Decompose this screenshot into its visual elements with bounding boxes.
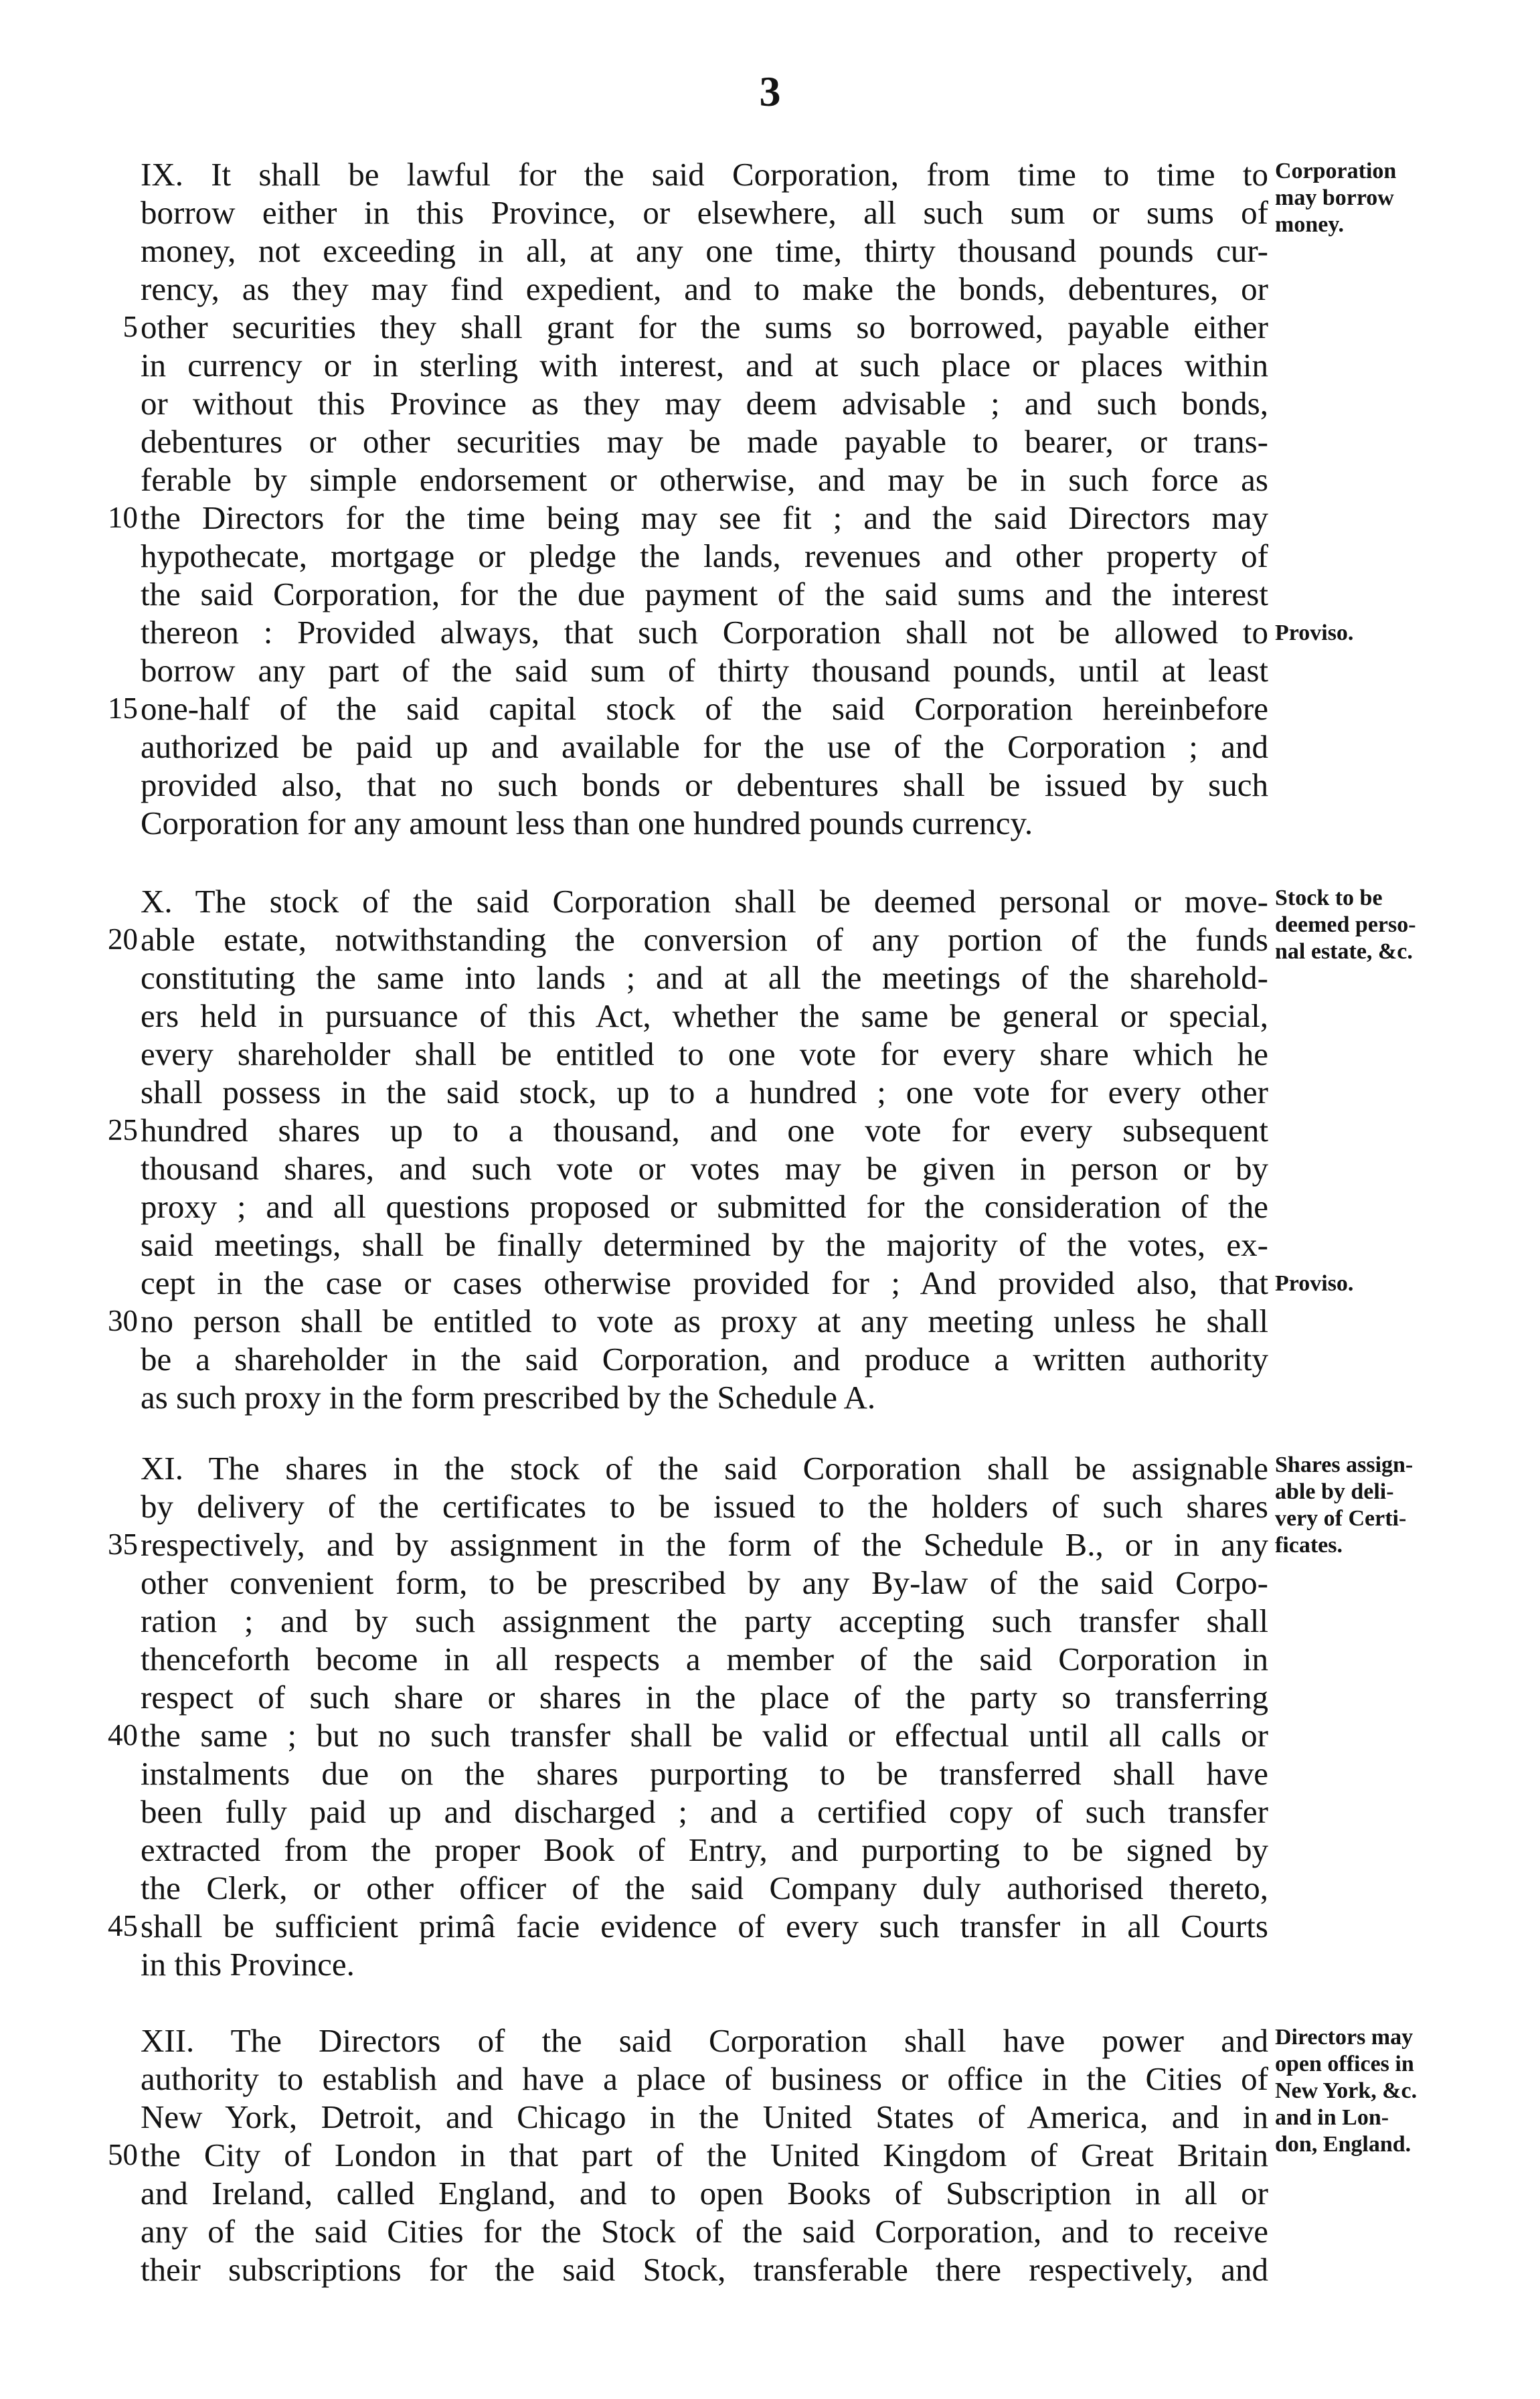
line-number: 25 bbox=[108, 1113, 138, 1147]
body-line: authority to establish and have a place of business or office in the Cities of bbox=[141, 2060, 1268, 2097]
line-number: 30 bbox=[108, 1304, 138, 1337]
line-number: 50 bbox=[108, 2138, 138, 2171]
body-line: thousand shares, and such vote or votes may be given in person or by bbox=[141, 1150, 1268, 1187]
body-line: hypothecate, mortgage or pledge the lands, revenues and other property of bbox=[141, 537, 1268, 574]
body-line: the said Corporation, for the due payment of the said sums and the interest bbox=[141, 576, 1268, 612]
body-line: and Ireland, called England, and to open Books of Subscription in all or bbox=[141, 2175, 1268, 2212]
body-line: or without this Province as they may deem advisable ; and such bonds, bbox=[141, 385, 1268, 422]
body-line: other securities they shall grant for the sums so borrowed, payable either bbox=[141, 309, 1268, 345]
body-line: in currency or in sterling with interest, and at such place or places within bbox=[141, 347, 1268, 384]
body-line: borrow either in this Province, or elsewhere, all such sum or sums of bbox=[141, 194, 1268, 231]
body-line: thenceforth become in all respects a member of the said Corporation in bbox=[141, 1641, 1268, 1677]
body-line: X. The stock of the said Corporation shall be deemed personal or move- bbox=[141, 883, 1268, 920]
body-line: instalments due on the shares purporting to be transferred shall have bbox=[141, 1755, 1268, 1792]
body-line: Corporation for any amount less than one hundred pounds currency. bbox=[141, 805, 1033, 841]
body-line: the Directors for the time being may see fit ; and the said Directors may bbox=[141, 499, 1268, 536]
body-line: ers held in pursuance of this Act, whether the same be general or special, bbox=[141, 997, 1268, 1034]
body-line: hundred shares up to a thousand, and one vote for every subsequent bbox=[141, 1112, 1268, 1149]
body-line: respectively, and by assignment in the form of the Schedule B., or in any bbox=[141, 1526, 1268, 1563]
margin-note: Directors may open offices in New York, &c. and in Lon- don, England. bbox=[1275, 2025, 1418, 2157]
margin-note: Proviso. bbox=[1275, 621, 1354, 645]
body-line: XI. The shares in the stock of the said Corporation shall be assignable bbox=[141, 1450, 1268, 1487]
body-line: by delivery of the certificates to be issued to the holders of such shares bbox=[141, 1488, 1268, 1525]
margin-note: Shares assign- able by deli- very of Certi- ficates. bbox=[1275, 1453, 1414, 1558]
body-line: every shareholder shall be entitled to one vote for every share which he bbox=[141, 1036, 1268, 1072]
page-number: 3 bbox=[759, 68, 781, 115]
body-line: thereon : Provided always, that such Corporation shall not be allowed to bbox=[141, 614, 1268, 651]
body-line: one-half of the said capital stock of the said Corporation hereinbefore bbox=[141, 690, 1268, 727]
body-line: the City of London in that part of the United Kingdom of Great Britain bbox=[141, 2137, 1268, 2173]
body-line: able estate, notwithstanding the conversion of any portion of the funds bbox=[141, 921, 1268, 958]
body-line: ration ; and by such assignment the party accepting such transfer shall bbox=[141, 1602, 1268, 1639]
body-line: money, not exceeding in all, at any one time, thirty thousand pounds cur- bbox=[141, 232, 1268, 269]
body-line: their subscriptions for the said Stock, transferable there respectively, and bbox=[141, 2251, 1268, 2288]
body-line: any of the said Cities for the Stock of the said Corporation, and to receive bbox=[141, 2213, 1268, 2250]
line-number: 35 bbox=[108, 1527, 138, 1561]
line-number: 10 bbox=[108, 501, 138, 534]
body-line: IX. It shall be lawful for the said Corporation, from time to time to bbox=[141, 156, 1268, 193]
body-line: cept in the case or cases otherwise provided for ; And provided also, that bbox=[141, 1264, 1268, 1301]
line-number: 40 bbox=[108, 1718, 138, 1752]
margin-note: Stock to be deemed perso- nal estate, &c. bbox=[1275, 886, 1416, 964]
body-line: the same ; but no such transfer shall be valid or effectual until all calls or bbox=[141, 1717, 1268, 1754]
margin-note: Proviso. bbox=[1275, 1271, 1354, 1296]
body-line: as such proxy in the form prescribed by the Schedule A. bbox=[141, 1379, 876, 1416]
body-line: borrow any part of the said sum of thirty thousand pounds, until at least bbox=[141, 652, 1268, 689]
body-line: the Clerk, or other officer of the said Company duly authorised thereto, bbox=[141, 1870, 1268, 1906]
line-number: 5 bbox=[122, 310, 138, 343]
body-line: shall be sufficient primâ facie evidence of every such transfer in all Courts bbox=[141, 1908, 1268, 1945]
body-line: debentures or other securities may be made payable to bearer, or trans- bbox=[141, 423, 1268, 460]
body-line: constituting the same into lands ; and at all the meetings of the sharehold- bbox=[141, 959, 1268, 996]
body-line: in this Province. bbox=[141, 1946, 355, 1983]
body-line: ferable by simple endorsement or otherwise, and may be in such force as bbox=[141, 461, 1268, 498]
body-line: New York, Detroit, and Chicago in the United States of America, and in bbox=[141, 2098, 1268, 2135]
body-line: XII. The Directors of the said Corporation shall have power and bbox=[141, 2022, 1268, 2059]
body-line: other convenient form, to be prescribed by any By-law of the said Corpo- bbox=[141, 1564, 1268, 1601]
body-line: authorized be paid up and available for the use of the Corporation ; and bbox=[141, 728, 1268, 765]
body-line: no person shall be entitled to vote as proxy at any meeting unless he shall bbox=[141, 1303, 1268, 1339]
body-line: provided also, that no such bonds or debentures shall be issued by such bbox=[141, 766, 1268, 803]
body-line: proxy ; and all questions proposed or submitted for the consideration of the bbox=[141, 1188, 1268, 1225]
body-line: said meetings, shall be finally determined by the majority of the votes, ex- bbox=[141, 1226, 1268, 1263]
body-line: extracted from the proper Book of Entry, and purporting to be signed by bbox=[141, 1831, 1268, 1868]
body-line: rency, as they may find expedient, and to make the bonds, debentures, or bbox=[141, 270, 1268, 307]
margin-note: Corporation may borrow money. bbox=[1275, 159, 1397, 237]
line-number: 20 bbox=[108, 922, 138, 956]
body-line: be a shareholder in the said Corporation, and produce a written authority bbox=[141, 1341, 1268, 1378]
body-line: respect of such share or shares in the place of the party so transferring bbox=[141, 1679, 1268, 1716]
body-line: shall possess in the said stock, up to a hundred ; one vote for every other bbox=[141, 1074, 1268, 1110]
line-number: 15 bbox=[108, 691, 138, 725]
line-number: 45 bbox=[108, 1909, 138, 1942]
body-line: been fully paid up and discharged ; and a certified copy of such transfer bbox=[141, 1793, 1268, 1830]
